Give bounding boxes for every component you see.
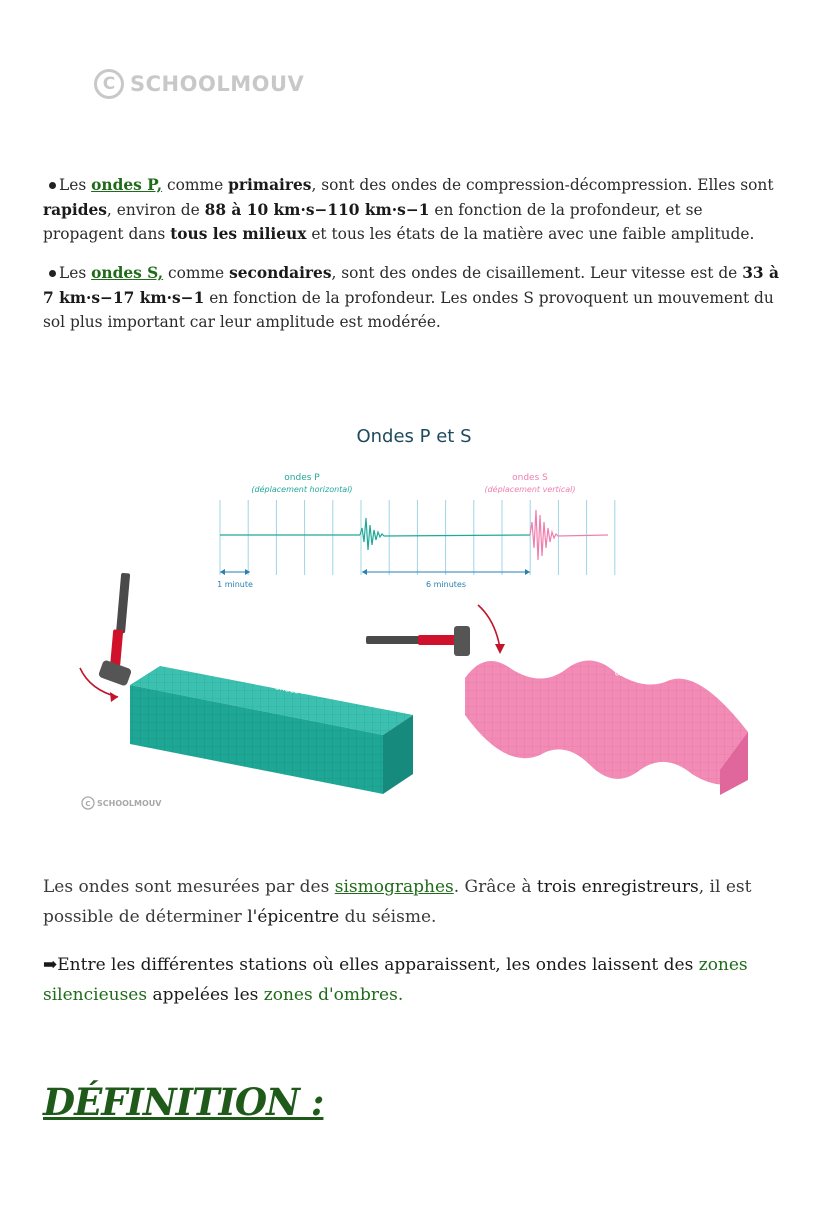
- definition-heading: DÉFINITION :: [43, 1080, 324, 1124]
- label-ondes-s: ondes S: [512, 473, 548, 483]
- s-wave-trace: [530, 510, 608, 560]
- paragraph-p-waves: Les ondes P, comme primaires, sont des ondes de compression-décompression. Elles sont rapides, environ de 88 à 10 km·s−110 km·s−1 en fonction de la profondeur, et se propagent dans tous les milieux et tous les états de la matière avec une faible amplitude.: [43, 176, 774, 243]
- block-s-label: ondes S: [614, 667, 647, 684]
- arrowhead-icon: [245, 569, 250, 575]
- sub-ondes-s: (déplacement vertical): [484, 485, 576, 494]
- hammer-icon: [366, 626, 470, 656]
- arrowhead-icon: [495, 644, 505, 654]
- paragraph-zones-ombres: ➡Entre les différentes stations où elles apparaissent, les ondes laissent des zones silencieuses appelées les zones d'ombres.: [43, 955, 748, 1005]
- right-arrow-icon: ➡: [43, 955, 58, 975]
- schoolmouv-logo: [94, 66, 304, 102]
- block-ondes-p: [130, 666, 413, 794]
- arrowhead-icon: [110, 692, 118, 702]
- arrowhead-icon: [362, 569, 367, 575]
- link-ondes-p[interactable]: ondes P,: [91, 176, 163, 194]
- copyright-icon: C: [94, 69, 124, 99]
- block-ondes-s: [465, 660, 748, 795]
- label-ondes-p: ondes P: [284, 473, 320, 483]
- scale-6-minutes: 6 minutes: [425, 580, 467, 589]
- paragraph-s-waves: Les ondes S, comme secondaires, sont des ondes de cisaillement. Leur vitesse est de 33 à 7 km·s−17 km·s−1 en fonction de la profondeur. Les ondes S provoquent un mouvement du sol plus important car leur amplitude est modérée.: [43, 264, 779, 331]
- impact-arrow-s: [478, 605, 500, 648]
- bullet-icon: [49, 270, 56, 277]
- bullet-icon: [49, 182, 56, 189]
- sub-ondes-p: (déplacement horizontal): [251, 485, 353, 494]
- scale-1-minute: 1 minute: [217, 580, 253, 589]
- block-p-label: ondes P: [274, 682, 307, 697]
- link-ondes-s[interactable]: ondes S,: [91, 264, 164, 282]
- hammer-icon: [98, 573, 132, 687]
- link-sismographes[interactable]: sismographes: [334, 877, 454, 897]
- p-wave-trace: [360, 518, 530, 550]
- figure-title: Ondes P et S: [356, 426, 472, 447]
- arrowhead-icon: [220, 569, 225, 575]
- arrowhead-icon: [525, 569, 530, 575]
- watermark-symbol: C: [85, 800, 91, 808]
- logo-text: SCHOOLMOUV: [130, 72, 305, 96]
- seismogram-grid: [220, 500, 615, 575]
- paragraph-sismographes: Les ondes sont mesurées par des sismographes. Grâce à trois enregistreurs, il est possible de déterminer l'épicentre du séisme.: [43, 877, 752, 927]
- waves-illustration: [60, 410, 780, 820]
- figure-watermark: SCHOOLMOUV: [97, 799, 162, 808]
